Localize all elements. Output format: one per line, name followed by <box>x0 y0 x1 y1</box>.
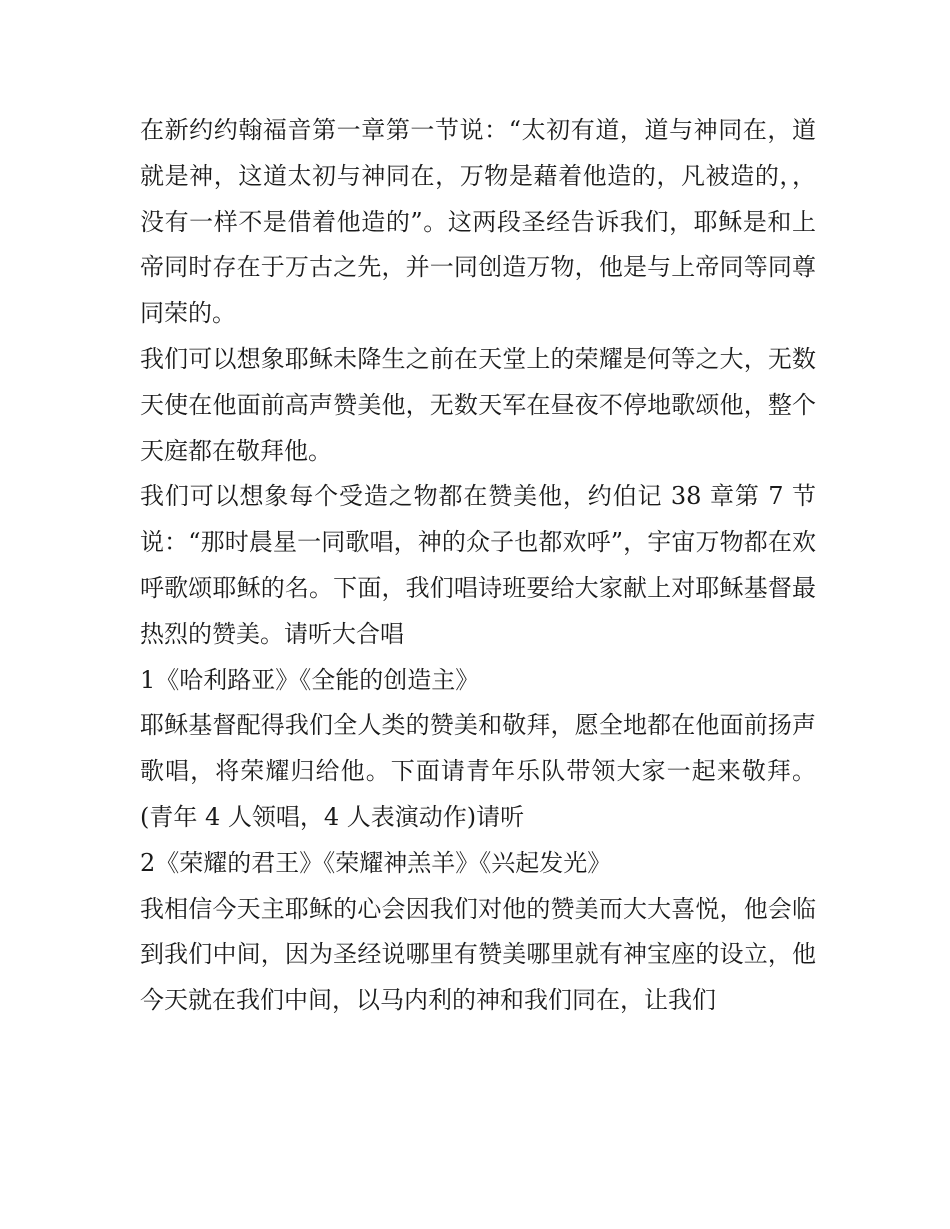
paragraph-4: 耶稣基督配得我们全人类的赞美和敬拜，愿全地都在他面前扬声歌唱，将荣耀归给他。下面请青年乐队带领大家一起来敬拜。(青年 4 人领唱，4 人表演动作)请听 <box>140 711 816 831</box>
paragraph-3: 我们可以想象每个受造之物都在赞美他，约伯记 38 章第 7 节说：“那时晨星一同歌唱，神的众子也都欢呼”，宇宙万物都在欢呼歌颂耶稣的名。下面，我们唱诗班要给大家献上对耶稣基督最热烈的赞美。请听大合唱 <box>140 482 816 648</box>
paragraph-2: 我们可以想象耶稣未降生之前在天堂上的荣耀是何等之大，无数天使在他面前高声赞美他，无数天军在昼夜不停地歌颂他，整个天庭都在敬拜他。 <box>140 344 816 465</box>
paragraph-5: 我相信今天主耶稣的心会因我们对他的赞美而大大喜悦，他会临到我们中间，因为圣经说哪里有赞美哪里就有神宝座的设立，他今天就在我们中间，以马内利的神和我们同在，让我们 <box>140 894 816 1015</box>
paragraph-1: 在新约约翰福音第一章第一节说：“太初有道，道与神同在，道就是神，这道太初与神同在，万物是藉着他造的，凡被造的，，没有一样不是借着他造的”。这两段圣经告诉我们，耶稣是和上帝同时存在于万古之先，并一同创造万物，他是与上帝同等同尊同荣的。 <box>140 116 816 328</box>
document-body <box>140 108 816 1024</box>
hymn-list-1: 1《哈利路亚》《全能的创造主》 <box>140 665 480 694</box>
hymn-list-2: 2《荣耀的君王》《荣耀神羔羊》《兴起发光》 <box>140 848 612 877</box>
